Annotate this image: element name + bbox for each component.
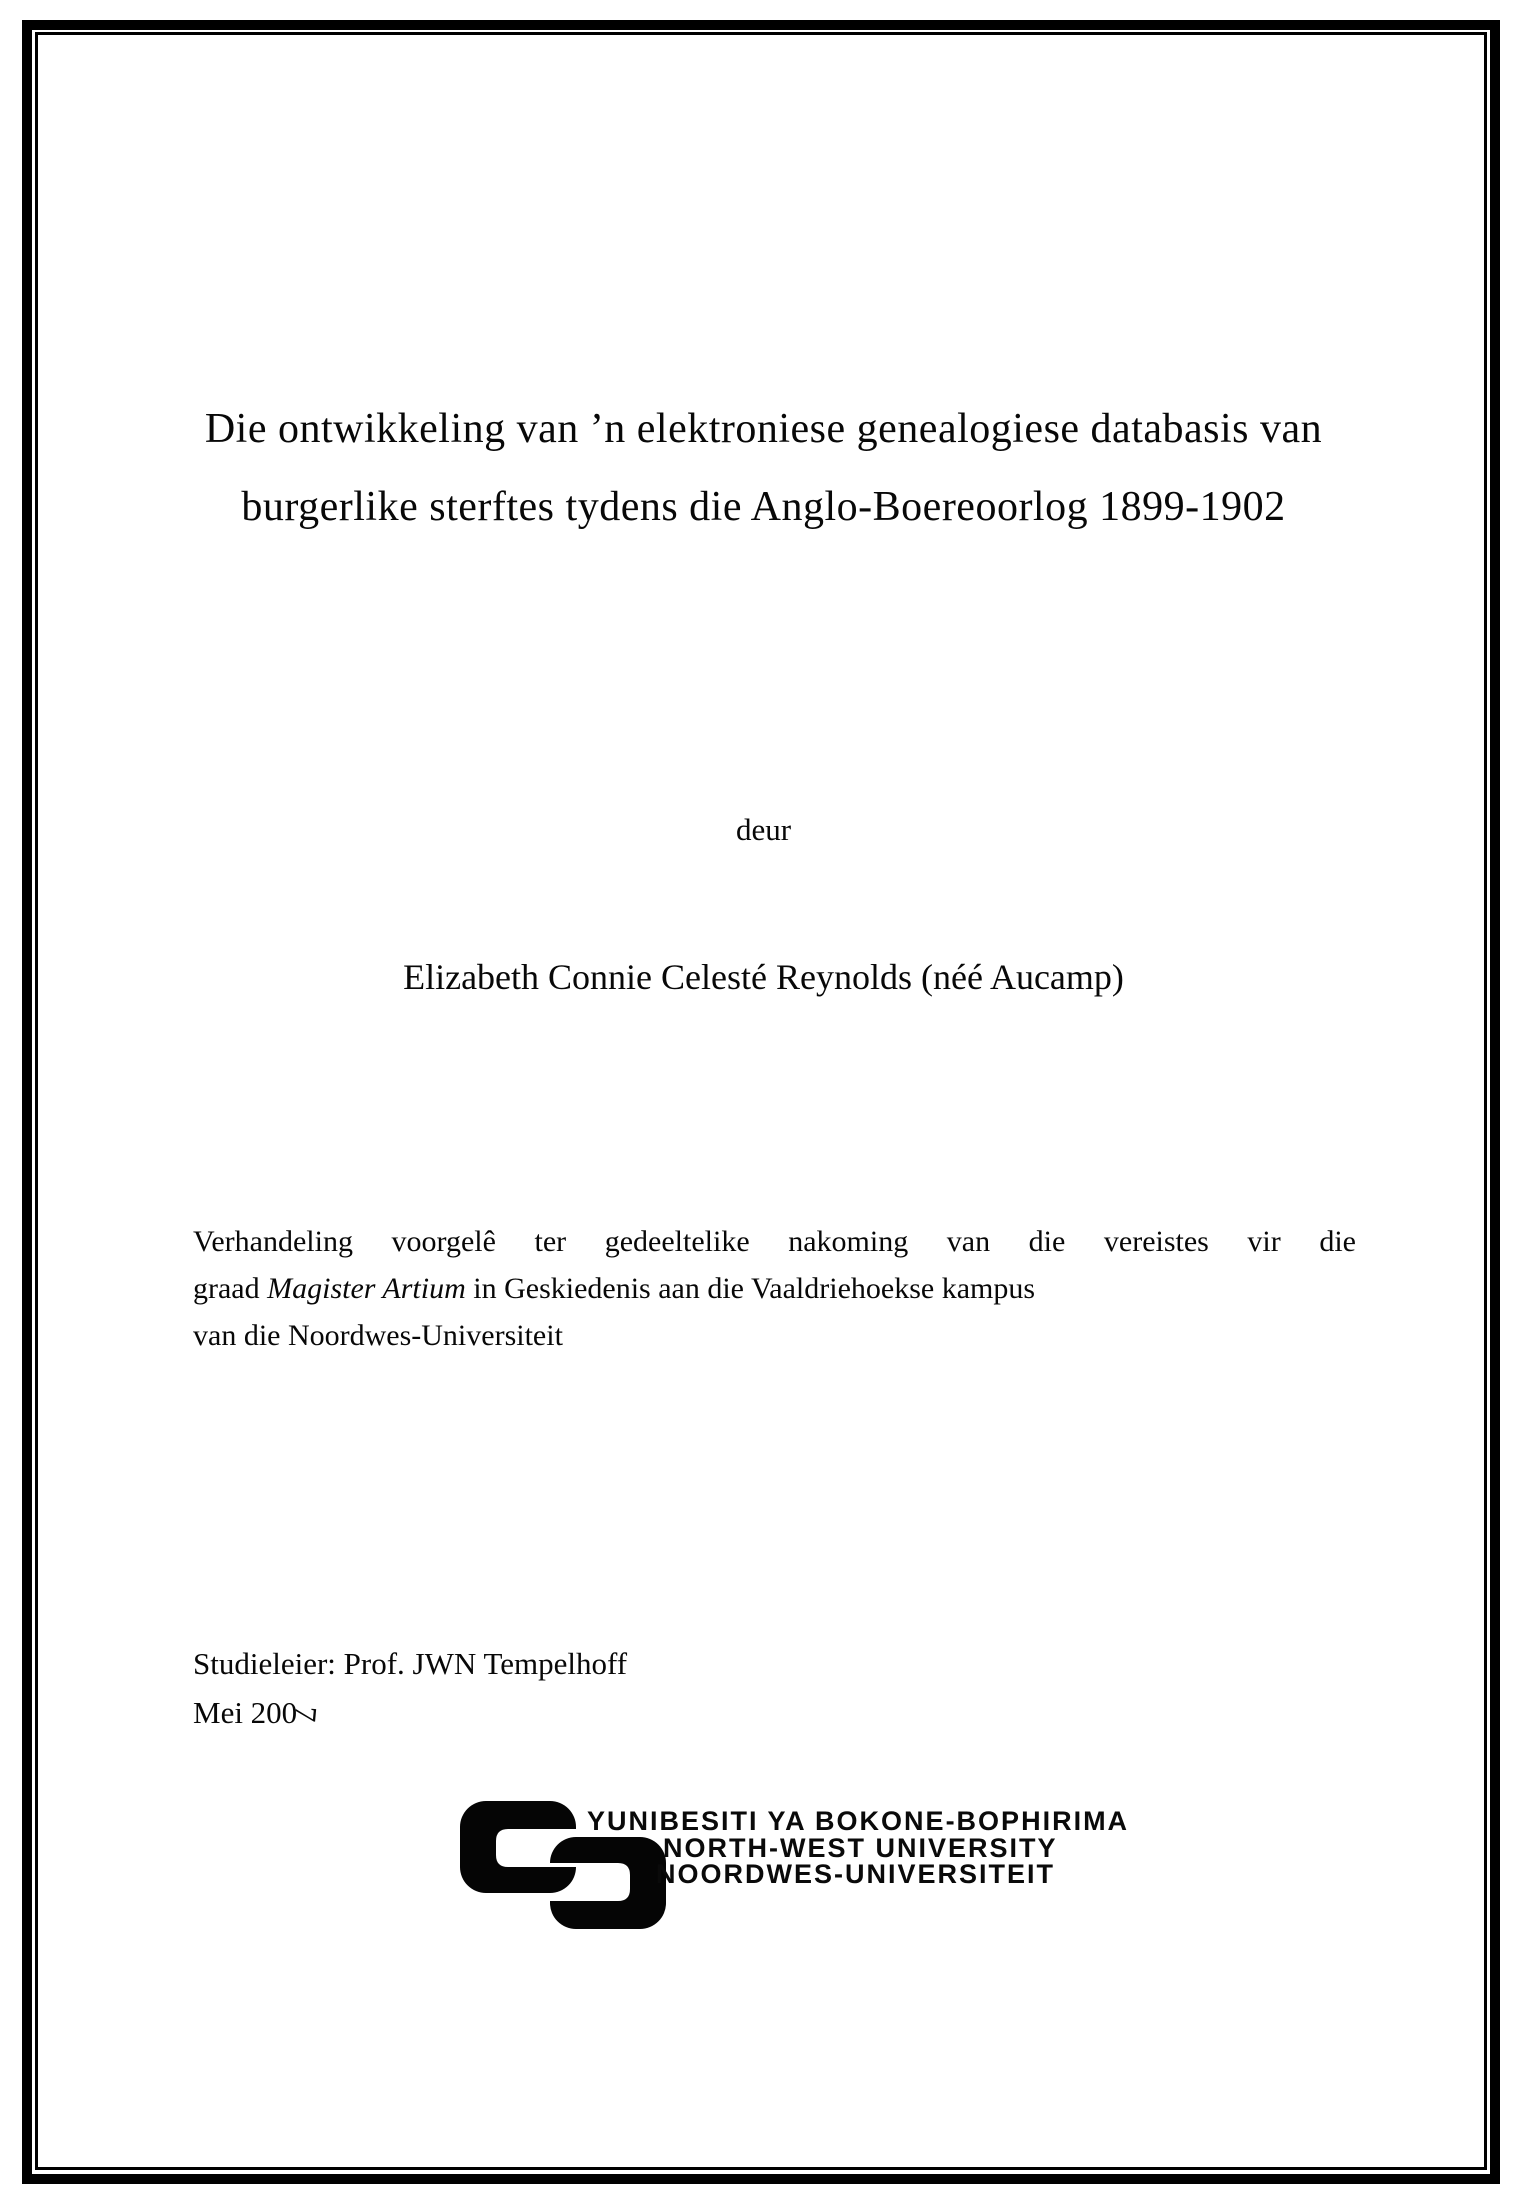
byline-deur: deur [735,812,792,847]
logo-text-setswana: YUNIBESITI YA BOKONE-BOPHIRIMA [587,1806,1130,1836]
thesis-title-line1: Die ontwikkeling van ’n elektroniese genealogiese databasis van [204,406,1323,452]
thesis-title-line2: burgerlike sterftes tydens die Anglo-Boereoorlog 1899-1902 [241,484,1286,530]
date-prefix: Mei 200 [193,1695,298,1730]
degree-title-italic: Magister Artium [267,1272,466,1305]
degree-statement [193,1218,1356,1359]
degree-statement-line2 [193,1265,1356,1312]
date-distorted-seven: 7 [287,1704,325,1724]
date-line [193,1695,325,1731]
degree-statement-line2-post: in Geskiedenis aan die Vaaldriehoekse kampus [465,1272,1036,1305]
logo-text-afrikaans: NOORDWES-UNIVERSITEIT [656,1859,1056,1889]
degree-statement-line3: van die Noordwes-Universiteit [193,1319,563,1352]
supervisor-line: Studieleier: Prof. JWN Tempelhoff [193,1646,628,1681]
degree-statement-line1: Verhandeling voorgelê ter gedeeltelike nakoming van die vereistes vir die [193,1225,1356,1258]
degree-statement-line2-pre: graad [193,1272,268,1305]
author-name: Elizabeth Connie Celesté Reynolds (néé Aucamp) [403,957,1124,997]
logo-text-english: NORTH-WEST UNIVERSITY [663,1833,1058,1863]
